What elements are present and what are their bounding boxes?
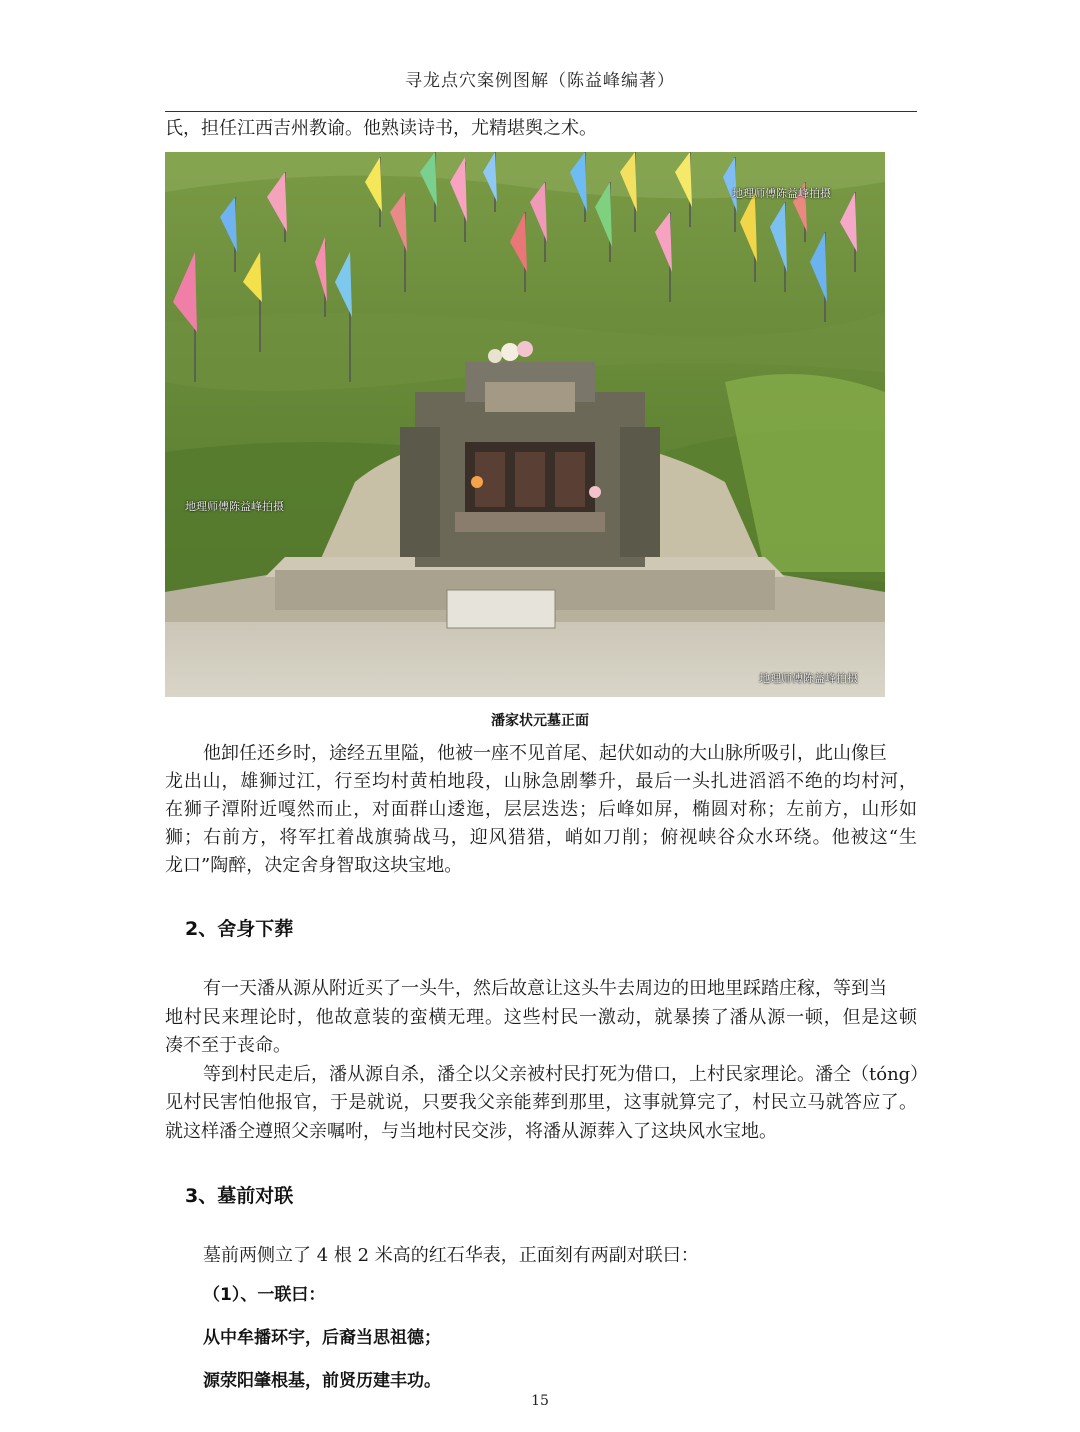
page-number: 15: [531, 1393, 549, 1409]
tomb-photo: [165, 152, 885, 697]
photo-watermark: 地理师傅陈益峰拍摄: [185, 500, 284, 513]
paragraph-line: 龙口”陶醉，决定舍身智取这块宝地。: [165, 855, 463, 876]
photo-watermark: 地理师傅陈益峰拍摄: [759, 672, 858, 685]
paragraph-line: 凑不至于丧命。: [165, 1035, 291, 1056]
paragraph-line: 龙出山，雄狮过江，行至均村黄柏地段，山脉急剧攀升，最后一头扎进滔滔不绝的均村河，: [165, 771, 917, 792]
section-heading: 2、舍身下葬: [185, 918, 294, 940]
photo-watermark: 地理师傅陈益峰拍摄: [732, 187, 831, 200]
paragraph-line: 他卸任还乡时，途经五里隘，他被一座不见首尾、起伏如动的大山脉所吸引，此山像巨: [203, 743, 887, 764]
photo-caption: 潘家状元墓正面: [491, 713, 589, 729]
sub-heading: （1）、一联曰：: [203, 1285, 326, 1305]
paragraph-line: 在狮子潭附近嘎然而止，对面群山逶迤，层层迭迭；后峰如屏，椭圆对称；左前方，山形如: [165, 799, 917, 820]
couplet-line: 源荥阳肇根基，前贤历建丰功。: [203, 1371, 441, 1391]
paragraph-line: 墓前两侧立了 4 根 2 米高的红石华表，正面刻有两副对联曰：: [203, 1245, 699, 1266]
section-heading: 3、墓前对联: [185, 1185, 294, 1207]
couplet-line: 从中牟播环宇，后裔当思祖德；: [203, 1328, 441, 1348]
paragraph-line: 狮；右前方，将军扛着战旗骑战马，迎风猎猎，峭如刀削；俯视峡谷众水环绕。他被这“生: [165, 827, 917, 848]
paragraph-line: 有一天潘从源从附近买了一头牛，然后故意让这头牛去周边的田地里踩踏庄稼，等到当: [203, 978, 887, 999]
paragraph-line: 等到村民走后，潘从源自杀，潘仝以父亲被村民打死为借口，上村民家理论。潘仝（tóng）: [203, 1064, 929, 1085]
paragraph-line: 地村民来理论时，他故意装的蛮横无理。这些村民一激动，就暴揍了潘从源一顿，但是这顿: [165, 1007, 917, 1028]
intro-line: 氏，担任江西吉州教谕。他熟读诗书，尤精堪舆之术。: [165, 118, 597, 139]
paragraph-line: 见村民害怕他报官，于是就说，只要我父亲能葬到那里，这事就算完了，村民立马就答应了。: [165, 1092, 917, 1113]
running-header: 寻龙点穴案例图解（陈益峰编著）: [405, 71, 675, 91]
header-divider: [165, 111, 917, 112]
paragraph-line: 就这样潘仝遵照父亲嘱咐，与当地村民交涉，将潘从源葬入了这块风水宝地。: [165, 1121, 777, 1142]
